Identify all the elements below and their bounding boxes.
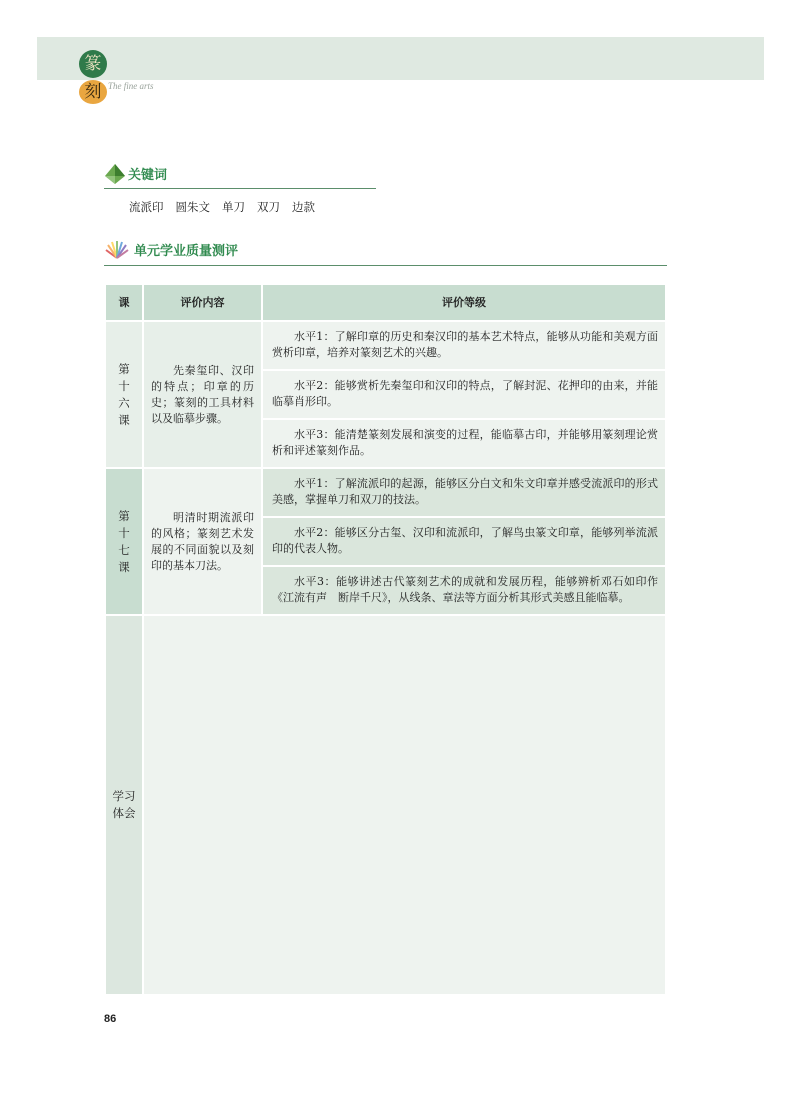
- reflection-area[interactable]: [143, 615, 666, 995]
- evaluation-title: 单元学业质量测评: [134, 244, 239, 259]
- page-number: 86: [104, 1013, 117, 1025]
- keyword-item: 流派印: [129, 200, 164, 214]
- column-header-content: 评价内容: [143, 284, 262, 321]
- keywords-title: 关键词: [128, 168, 168, 183]
- level-text: 水平2：能够区分古玺、汉印和流派印，了解鸟虫篆文印章，能够列举流派印的代表人物。: [272, 526, 658, 555]
- reflection-label-cell: [105, 615, 143, 995]
- keyword-item: 单刀: [222, 200, 245, 214]
- level-cell: [262, 321, 666, 370]
- table-header-row: [105, 284, 666, 321]
- keywords-header: [104, 163, 376, 189]
- lesson-label: 第十七课: [118, 508, 130, 574]
- reflection-label: 学习体会: [112, 789, 136, 820]
- level-text: 水平1：了解印章的历史和秦汉印的基本艺术特点，能够从功能和美观方面赏析印章，培养对篆刻艺术的兴趣。: [272, 330, 658, 359]
- content-cell: [143, 468, 262, 615]
- table-row: [105, 615, 666, 995]
- lesson-cell: [105, 321, 143, 468]
- header-band: [37, 37, 764, 80]
- logo-seal-bottom: 刻: [79, 80, 107, 104]
- keyword-item: 圆朱文: [175, 200, 210, 214]
- evaluation-header: [104, 237, 667, 266]
- table-row: [105, 468, 666, 517]
- diamond-icon: [104, 163, 126, 185]
- column-header-level: 评价等级: [262, 284, 666, 321]
- level-cell: [262, 566, 666, 615]
- evaluation-table: [104, 283, 667, 996]
- level-cell: [262, 370, 666, 419]
- table-row: [105, 321, 666, 370]
- logo-seal-top: 篆: [79, 50, 107, 78]
- level-text: 水平3：能清楚篆刻发展和演变的过程，能临摹古印，并能够用篆刻理论赏析和评述篆刻作品。: [272, 428, 658, 457]
- content-cell: [143, 321, 262, 468]
- lesson-label: 第十六课: [118, 361, 130, 427]
- content-text: 先秦玺印、汉印的特点；印章的历史；篆刻的工具材料以及临摹步骤。: [151, 363, 254, 425]
- content-text: 明清时期流派印的风格；篆刻艺术发展的不同面貌以及刻印的基本刀法。: [151, 510, 254, 572]
- keyword-item: 双刀: [257, 200, 280, 214]
- header-subtitle: The fine arts: [108, 81, 154, 91]
- level-cell: [262, 468, 666, 517]
- level-text: 水平1：了解流派印的起源，能够区分白文和朱文印章并感受流派印的形式美感，掌握单刀和双刀的技法。: [272, 477, 658, 506]
- column-header-lesson: 课: [105, 284, 143, 321]
- keyword-item: 边款: [292, 200, 315, 214]
- lesson-cell: [105, 468, 143, 615]
- level-cell: [262, 517, 666, 566]
- level-text: 水平2：能够赏析先秦玺印和汉印的特点，了解封泥、花押印的由来，并能临摹肖形印。: [272, 379, 658, 408]
- level-text: 水平3：能够讲述古代篆刻艺术的成就和发展历程，能够辨析邓石如印作《江流有声 断岸千尺》，从线条、章法等方面分析其形式美感且能临摹。: [272, 575, 658, 604]
- rainbow-fan-icon: [104, 239, 130, 259]
- level-cell: [262, 419, 666, 468]
- keywords-list: [129, 199, 315, 215]
